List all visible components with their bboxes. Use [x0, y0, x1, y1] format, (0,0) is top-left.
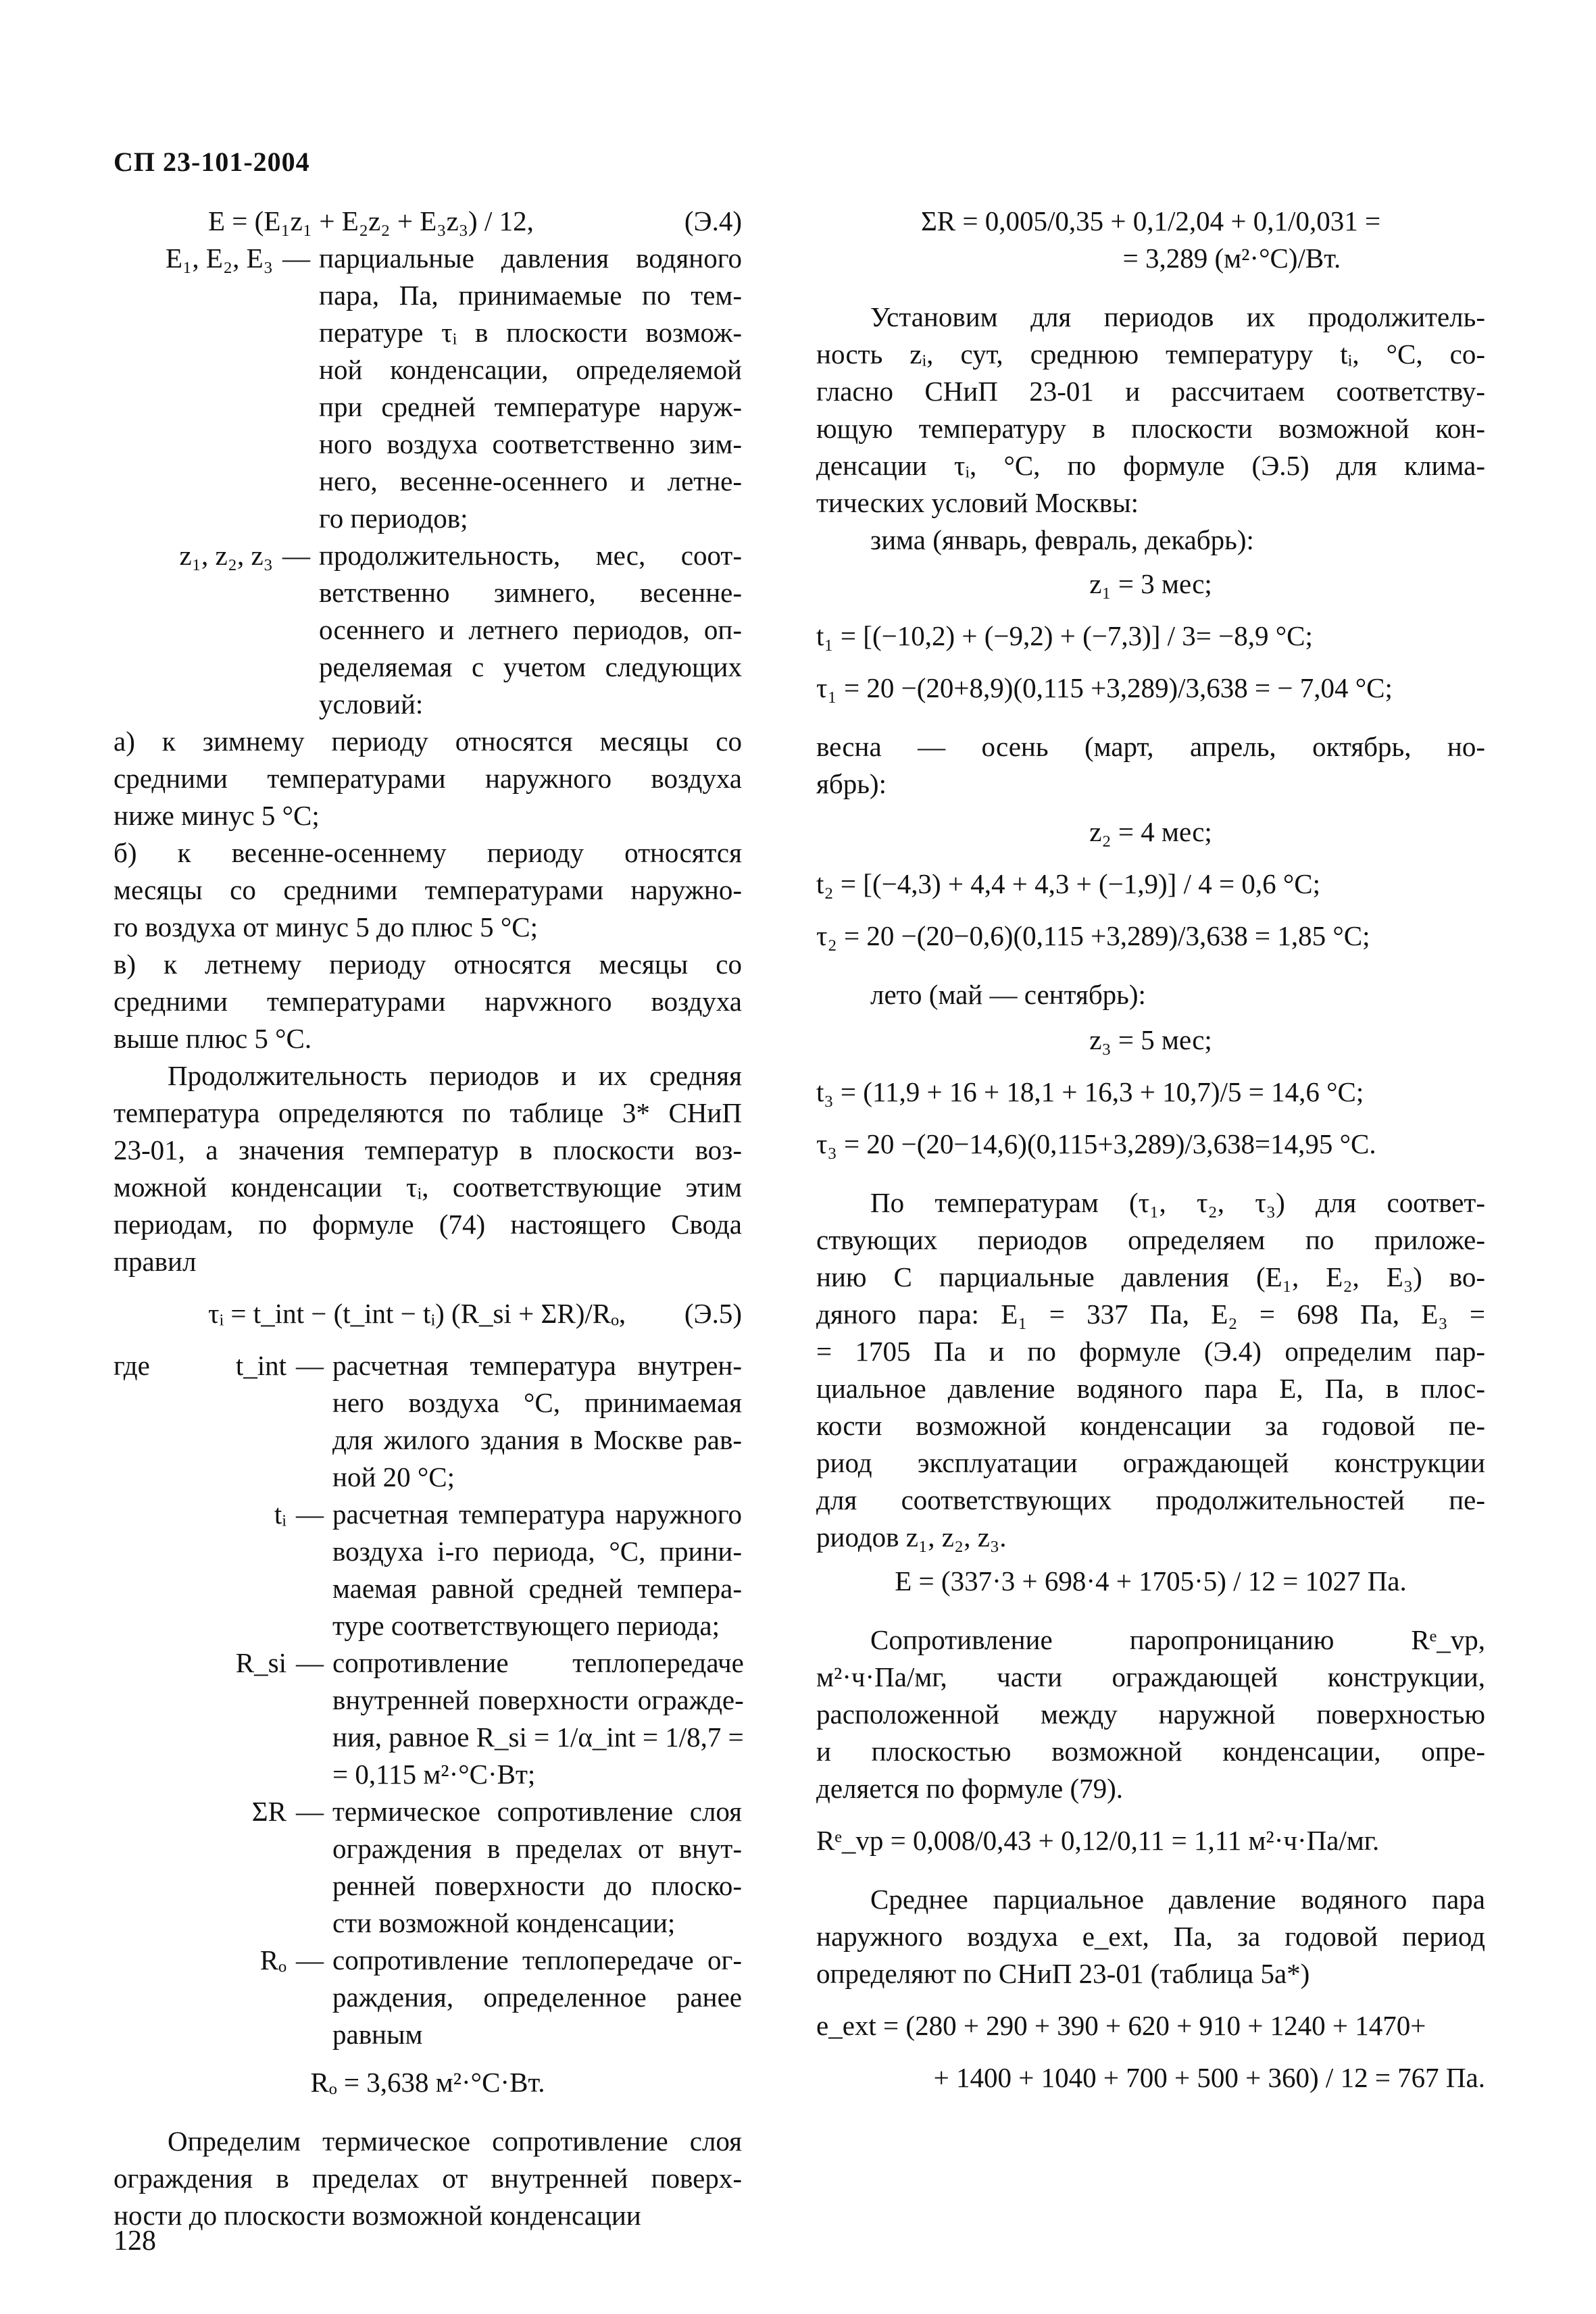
z2-value: z₂ = 4 мес;: [1089, 816, 1212, 847]
text-line: риодов z₁, z₂, z₃.: [816, 1521, 1007, 1553]
z3-value: z₃ = 5 мес;: [1089, 1024, 1212, 1055]
definition-symbol: R_si: [235, 1647, 286, 1678]
equation-e4-number: (Э.4): [684, 205, 742, 236]
text-line: го воздуха от минус 5 до плюс 5 °С;: [114, 911, 538, 942]
definition-text: [332, 1942, 742, 2053]
text-line: осеннего и летнего периодов, оп-: [319, 614, 742, 645]
ro-value: Rₒ = 3,638 м²·°С·Вт.: [310, 2067, 545, 2098]
text-line: парциальные давления водяного: [319, 243, 742, 274]
text-line: ной конденсации, определяемой: [319, 354, 742, 385]
text-line: правил: [114, 1246, 197, 1277]
text-line: а) к зимнему периоду относятся месяцы со: [114, 726, 742, 757]
spring-label: [816, 728, 1485, 803]
text-line: определяют по СНиП 23-01 (таблица 5а*): [816, 1958, 1310, 1989]
text-line: периодам, по формуле (74) настоящего Свода: [114, 1209, 742, 1240]
text-line: ствующих периодов определяем по приложе-: [816, 1224, 1485, 1255]
equation-e4: [114, 203, 742, 240]
paragraph-duration: [114, 1057, 742, 1280]
definition-symbol: t_int: [235, 1350, 286, 1381]
text-line: раждения, определенное ранее: [332, 1982, 742, 2013]
text-line: м²·ч·Па/мг, части ограждающей конструкции,: [816, 1661, 1485, 1692]
text-line: можной конденсации τᵢ, соответствующие этим: [114, 1172, 742, 1203]
paragraph-periods: [816, 299, 1485, 522]
text-line: Сопротивление паропроницанию Rᵉ_vp,: [870, 1624, 1485, 1655]
definition-dash: —: [296, 1944, 324, 1976]
text-line: кости возможной конденсации за годовой пе-: [816, 1410, 1485, 1441]
text-line: = 0,115 м²·°С·Вт;: [332, 1759, 536, 1790]
definitions-e5-block: [114, 1347, 742, 2053]
text-line: Установим для периодов их продолжитель-: [870, 301, 1485, 332]
e-ext-line-1: e_ext = (280 + 290 + 390 + 620 + 910 + 1240 + 1470+: [816, 2010, 1426, 2041]
text-line: ющую температуру в плоскости возможной кон-: [816, 413, 1485, 444]
text-line: условий:: [319, 688, 424, 720]
definition-text: [332, 1644, 744, 1793]
text-line: ния, равное R_si = 1/α_int = 1/8,7 =: [332, 1721, 744, 1753]
where-label: где: [114, 1350, 150, 1381]
paragraph-c: [114, 946, 742, 1057]
text-line: Определим термическое сопротивление слоя: [168, 2126, 742, 2157]
text-line: туре соответствующего периода;: [332, 1610, 720, 1641]
definition-item: [114, 1942, 742, 2053]
text-line: и плоскостью возможной конденсации, опре-: [816, 1736, 1485, 1767]
text-line: для жилого здания в Москве рав-: [332, 1424, 742, 1455]
z1-value: z₁ = 3 мес;: [1089, 568, 1212, 599]
definition-item: [114, 1793, 742, 1942]
e-value: E = (337·3 + 698·4 + 1705·5) / 12 = 1027 Па.: [895, 1565, 1407, 1596]
definition-dash: —: [296, 1647, 324, 1678]
text-line: расчетная температура наружного: [332, 1499, 742, 1530]
text-line: термическое сопротивление слоя: [332, 1796, 742, 1827]
text-line: ниже минус 5 °С;: [114, 800, 320, 831]
text-line: для соответствующих продолжительностей пе-: [816, 1484, 1485, 1515]
r-vp-equation: Rᵉ_vp = 0,008/0,43 + 0,12/0,11 = 1,11 м²·ч·Па/мг.: [816, 1825, 1380, 1856]
text-line: б) к весенне-осеннему периоду относятся: [114, 837, 742, 868]
text-line: воздуха i-го периода, °С, прини-: [332, 1536, 742, 1567]
text-line: ности до плоскости возможной конденсации: [114, 2200, 641, 2231]
paragraph-end: [114, 2123, 742, 2234]
definition-text: [332, 1496, 742, 1644]
text-line: внутренней поверхности огражде-: [332, 1684, 744, 1715]
definition-symbol: E₁, E₂, E₃: [165, 243, 273, 274]
tau2-equation: τ₂ = 20 −(20−0,6)(0,115 +3,289)/3,638 = 1,85 °С;: [816, 920, 1370, 951]
paragraph-temperatures: [816, 1184, 1485, 1556]
text-line: Продолжительность периодов и их средняя: [168, 1060, 742, 1091]
text-line: равным: [332, 2019, 423, 2050]
winter-label: зима (январь, февраль, декабрь):: [870, 524, 1254, 555]
equation-e5-number: (Э.5): [684, 1298, 742, 1329]
definition-text: [319, 537, 742, 723]
text-line: выше плюс 5 °С.: [114, 1023, 312, 1054]
tau3-equation: τ₃ = 20 −(20−14,6)(0,115+3,289)/3,638=14,95 °С.: [816, 1128, 1376, 1159]
text-line: ограждения в пределах от внутренней поверх-: [114, 2163, 742, 2194]
text-line: ной 20 °С;: [332, 1461, 455, 1492]
text-line: ренней поверхности до плоско-: [332, 1870, 742, 1901]
text-line: пературе τᵢ в плоскости возмож-: [319, 317, 742, 348]
summer-label: лето (май — сентябрь):: [870, 979, 1146, 1010]
definition-symbol: tᵢ: [274, 1499, 286, 1530]
t1-equation: t₁ = [(−10,2) + (−9,2) + (−7,3)] / 3= −8,9 °С;: [816, 620, 1313, 651]
text-line: циальное давление водяного пара E, Па, в плос-: [816, 1373, 1485, 1404]
tau1-equation: τ₁ = 20 −(20+8,9)(0,115 +3,289)/3,638 = − 7,04 °С;: [816, 672, 1393, 703]
text-line: Среднее парциальное давление водяного пара: [870, 1884, 1485, 1915]
definition-symbol: Rₒ: [259, 1944, 286, 1976]
definition-text: [332, 1793, 742, 1942]
text-line: ределяемая с учетом следующих: [319, 651, 742, 682]
text-line: дяного пара: E₁ = 337 Па, E₂ = 698 Па, E₃ =: [816, 1299, 1485, 1330]
text-line: продолжительность, мес, соот-: [319, 540, 742, 571]
text-line: температура определяются по таблице 3* СНиП: [114, 1097, 742, 1128]
equation-e5: [114, 1295, 742, 1332]
text-line: По температурам (τ₁, τ₂, τ₃) для соответ-: [870, 1187, 1485, 1218]
sum-r-line-1: ΣR = 0,005/0,35 + 0,1/2,04 + 0,1/0,031 =: [920, 205, 1381, 236]
equation-e4-body: E = (E₁z₁ + E₂z₂ + E₃z₃) / 12,: [208, 205, 534, 236]
text-line: средними температурами наружного воздуха: [114, 763, 742, 794]
text-line: ограждения в пределах от внут-: [332, 1833, 742, 1864]
sum-r-line-2: = 3,289 (м²·°С)/Вт.: [1122, 243, 1341, 274]
text-line: нию С парциальные давления (E₁, E₂, E₃) во-: [816, 1261, 1485, 1292]
text-line: при средней температуре наруж-: [319, 391, 742, 422]
definition-item: [114, 537, 742, 723]
right-column: [816, 203, 1485, 2096]
text-line: месяцы со средними температурами наружно-: [114, 874, 742, 905]
text-line: средними температурами нарvжного воздуха: [114, 986, 742, 1017]
definition-dash: —: [296, 1350, 324, 1381]
text-line: риод эксплуатации ограждающей конструкции: [816, 1447, 1485, 1478]
definition-dash: —: [296, 1796, 324, 1827]
page-number: 128: [114, 2225, 156, 2257]
left-column: [114, 203, 742, 2234]
definition-dash: —: [282, 243, 310, 274]
paragraph-pressure: [816, 1881, 1485, 1992]
text-line: тических условий Москвы:: [816, 487, 1139, 518]
text-line: него воздуха °С, принимаемая: [332, 1387, 742, 1418]
text-line: денсации τᵢ, °С, по формуле (Э.5) для клима-: [816, 450, 1485, 481]
text-line: ветственно зимнего, весенне-: [319, 577, 742, 608]
definition-text: [319, 240, 742, 537]
definitions-e4: [114, 240, 742, 723]
text-line: гласно СНиП 23-01 и рассчитаем соответству-: [816, 376, 1485, 407]
text-line: = 1705 Па и по формуле (Э.4) определим пар-: [816, 1336, 1485, 1367]
text-line: 23-01, а значения температур в плоскости воз-: [114, 1134, 742, 1165]
text-line: деляется по формуле (79).: [816, 1773, 1124, 1804]
definition-item: [114, 1644, 742, 1793]
text-line: расположенной между наружной поверхностью: [816, 1699, 1485, 1730]
definition-item: [114, 1347, 742, 1496]
definition-dash: —: [296, 1499, 324, 1530]
t2-equation: t₂ = [(−4,3) + 4,4 + 4,3 + (−1,9)] / 4 = 0,6 °С;: [816, 868, 1320, 899]
text-line: ябрь):: [816, 768, 887, 799]
paragraph-resistance: [816, 1621, 1485, 1807]
definition-symbol: z₁, z₂, z₃: [179, 540, 273, 571]
running-header: СП 23-101-2004: [114, 147, 310, 177]
t3-equation: t₃ = (11,9 + 16 + 18,1 + 16,3 + 10,7)/5 = 14,6 °С;: [816, 1076, 1364, 1107]
definition-symbol: ΣR: [251, 1796, 286, 1827]
paragraph-a: [114, 723, 742, 834]
text-line: него, весенне-осеннего и летне-: [319, 466, 742, 497]
e-ext-line-2: + 1400 + 1040 + 700 + 500 + 360) / 12 = 767 Па.: [933, 2062, 1485, 2093]
text-line: ность zᵢ, сут, среднюю температуру tᵢ, °С, со-: [816, 338, 1485, 370]
text-line: маемая равной средней темпера-: [332, 1573, 742, 1604]
definition-item: [114, 240, 742, 537]
text-line: ного воздуха соответственно зим-: [319, 428, 742, 459]
definition-dash: —: [282, 540, 310, 571]
equation-e5-body: τᵢ = t_int − (t_int − tᵢ) (R_si + ΣR)/Rₒ,: [208, 1298, 626, 1329]
text-line: в) к летнему периоду относятся месяцы со: [114, 949, 742, 980]
text-line: пара, Па, принимаемые по тем-: [319, 280, 742, 311]
text-line: сопротивление теплопередаче: [332, 1647, 744, 1678]
text-line: весна — осень (март, апрель, октябрь, но-: [816, 731, 1485, 762]
text-line: наружного воздуха e_ext, Па, за годовой период: [816, 1921, 1485, 1952]
text-line: расчетная температура внутрен-: [332, 1350, 742, 1381]
definition-item: [114, 1496, 742, 1644]
text-line: сти возможной конденсации;: [332, 1907, 676, 1938]
definitions-e5: [114, 1347, 742, 2053]
definition-text: [332, 1347, 742, 1496]
text-line: го периодов;: [319, 503, 468, 534]
text-line: сопротивление теплопередаче ог-: [332, 1944, 742, 1976]
paragraph-b: [114, 834, 742, 946]
